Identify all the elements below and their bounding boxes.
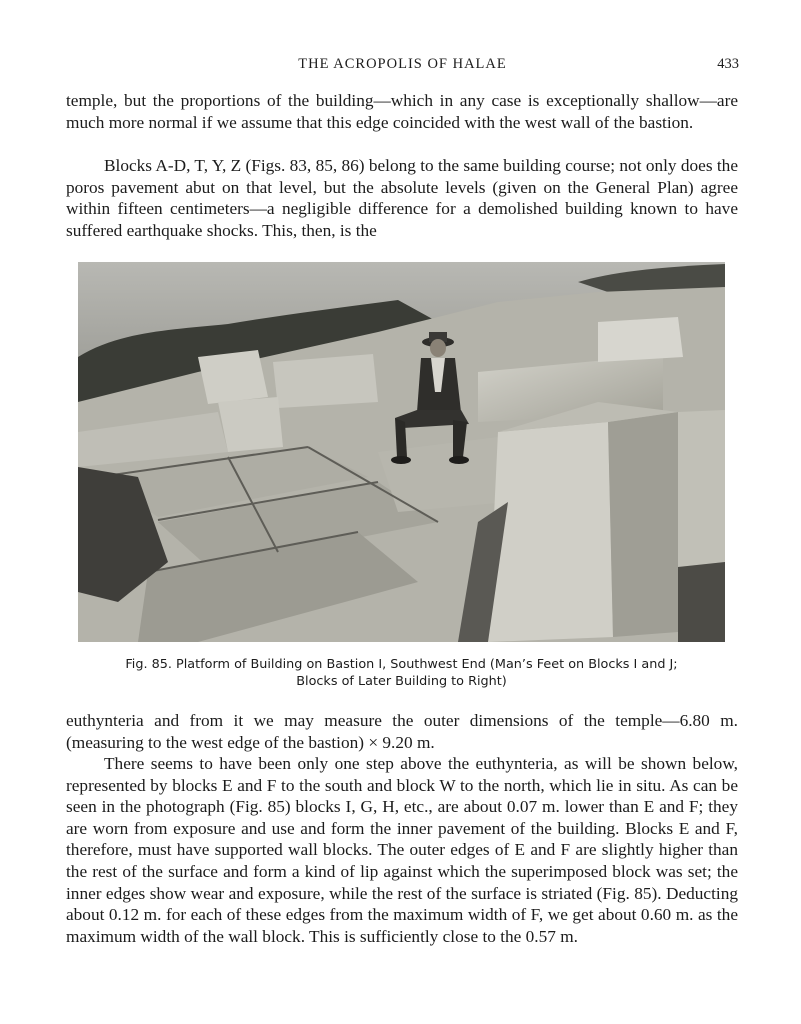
block-top-right xyxy=(598,317,683,362)
running-title: THE ACROPOLIS OF HALAE xyxy=(298,56,507,72)
block-foreground-side xyxy=(608,412,678,637)
photograph-platform-bastion xyxy=(78,262,725,642)
shadow-right xyxy=(678,562,725,642)
block-edge-right xyxy=(678,410,725,567)
page-number: 433 xyxy=(717,56,739,72)
caption-line-2: Blocks of Later Building to Right) xyxy=(296,674,507,689)
paragraph-blocks: Blocks A-D, T, Y, Z (Figs. 83, 85, 86) belong to the same building course; not only does the poros pavement abut on that level, but the absolute levels (given on the General Plan) agree within fifteen centimeters—a negligible difference for a demolished building known to have suffered earthquake shocks. This, then, is the xyxy=(66,156,738,240)
paragraph-one-step: There seems to have been only one step above the euthynteria, as will be shown below, represented by blocks E and F to the south and block W to the north, which lie in situ. As can be seen in the photograph (Fig. 85) blocks I, G, H, etc., are about 0.07 m. lower than E and F; they are worn from exposure and use and form the inner pavement of the building. Blocks E and F, therefore, must have supported wall blocks. The outer edges of E and F are slightly higher than the rest of the surface and form a kind of lip against which the superimposed block was set; the inner edges show wear and exposure, while the rest of the surface is striated (Fig. 85). Deducting about 0.12 m. for each of these edges from the maximum width of F, we get about 0.60 m. as the maximum width of the wall block. This is sufficiently close to the 0.57 m. xyxy=(66,754,738,946)
caption-line-1: Fig. 85. Platform of Building on Bastion I, Southwest End (Man’s Feet on Blocks I and J; xyxy=(125,657,678,672)
paragraph-continued: temple, but the proportions of the building—which in any case is exceptionally shallow—are much more normal if we assume that this edge coincided with the west wall of the bastion. xyxy=(66,91,738,132)
block-foreground-front xyxy=(488,422,613,642)
block-left-upright xyxy=(218,397,283,452)
running-head xyxy=(66,56,739,78)
figure-caption xyxy=(78,656,725,690)
block-back-2 xyxy=(273,354,378,408)
block-back-1 xyxy=(198,350,268,404)
photograph-figure-85 xyxy=(78,262,725,642)
paragraph-euthynteria: euthynteria and from it we may measure the outer dimensions of the temple—6.80 m. (measuring to the west edge of the bastion) × 9.20 m. xyxy=(66,711,738,752)
